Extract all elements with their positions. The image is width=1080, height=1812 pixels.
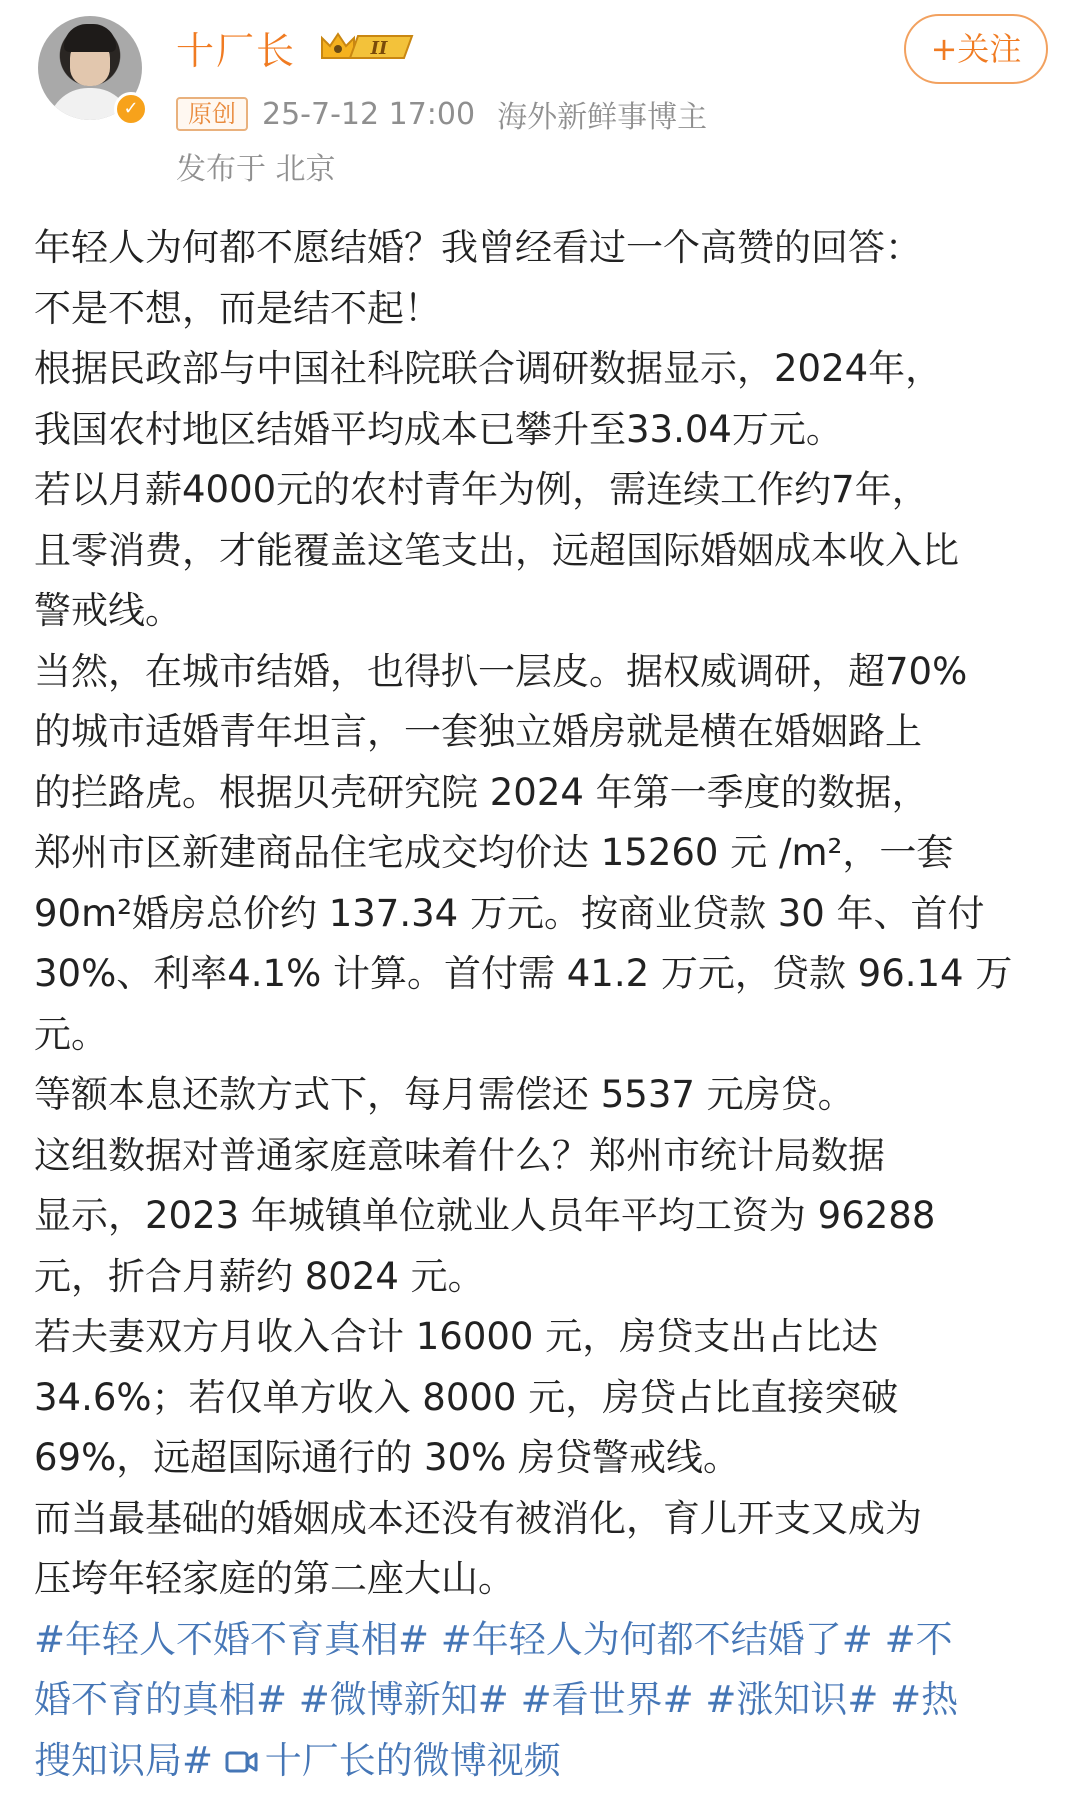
body-line: 元。 [34,1012,108,1056]
body-line: 年轻人为何都不愿结婚？我曾经看过一个高赞的回答： [34,226,922,269]
body-line: 等额本息还款方式下，每月需偿还 5537 元房贷。 [34,1073,855,1116]
body-line: 90m²婚房总价约 137.34 万元。按商业贷款 30 年、首付 [34,891,985,935]
body-line: 且零消费，才能覆盖这笔支出，远超国际婚姻成本收入比 [34,528,959,572]
video-camera-icon [225,1747,259,1777]
post-timestamp: 25-7-12 17:00 [262,96,476,132]
topic-link[interactable]: #年轻人为何都不结婚了# [440,1617,873,1661]
topics-line-2 [34,1670,1052,1731]
post-meta [176,94,707,134]
vip-level-label: II [370,38,388,59]
body-line: 显示，2023 年城镇单位就业人员年平均工资为 96288 [34,1194,936,1237]
body-line: 元，折合月薪约 8024 元。 [34,1254,485,1298]
body-line: 30%、利率4.1% 计算。首付需 41.2 万元，贷款 96.14 万 [34,952,1013,995]
author-avatar[interactable] [38,16,146,124]
video-link[interactable] [225,1739,561,1782]
video-link-label: 十厂长的微博视频 [264,1738,561,1782]
post-header [0,0,1080,190]
topic-link[interactable]: #微博新知# [298,1678,509,1721]
author-name[interactable]: 十厂长 [176,29,297,73]
topic-link[interactable]: 婚不育的真相# [34,1678,288,1721]
author-role[interactable]: 海外新鲜事博主 [497,100,708,135]
topic-link[interactable]: #年轻人不婚不育真相# [34,1617,430,1661]
body-line: 压垮年轻家庭的第二座大山。 [34,1557,515,1600]
body-line: 当然，在城市结婚，也得扒一层皮。据权威调研，超70% [34,649,968,693]
body-line: 我国农村地区结婚平均成本已攀升至33.04万元。 [34,407,843,451]
body-line: 郑州市区新建商品住宅成交均价达 15260 元 /m²，一套 [34,831,954,874]
post-body [34,218,1052,1791]
body-line: 的城市适婚青年坦言，一套独立婚房就是横在婚姻路上 [34,710,922,753]
follow-button[interactable]: +关注 [904,14,1048,84]
body-line: 这组数据对普通家庭意味着什么？郑州市统计局数据 [34,1133,885,1177]
body-line: 34.6%；若仅单方收入 8000 元，房贷占比直接突破 [34,1375,899,1419]
body-line: 若夫妻双方月收入合计 16000 元，房贷支出占比达 [34,1315,879,1358]
topics-line-1 [34,1610,1052,1671]
topic-link[interactable]: #不 [884,1617,953,1661]
vip-level-icon [318,28,418,66]
topic-link[interactable]: #看世界# [520,1678,694,1721]
original-tag: 原创 [176,97,248,131]
post-location: 发布于 北京 [176,152,336,187]
body-line: 警戒线。 [34,589,182,632]
topics-line-3 [34,1731,1052,1792]
body-line: 的拦路虎。根据贝壳研究院 2024 年第一季度的数据， [34,770,929,814]
body-line: 不是不想，而是结不起！ [34,286,441,330]
body-line: 若以月薪4000元的农村青年为例，需连续工作约7年， [34,468,929,511]
topic-link[interactable]: #热 [890,1678,959,1721]
verified-badge-icon: ✓ [114,92,148,126]
body-line: 69%，远超国际通行的 30% 房贷警戒线。 [34,1436,740,1479]
topic-link[interactable]: #涨知识# [705,1678,879,1721]
topic-link[interactable]: 搜知识局# [34,1738,214,1782]
body-line: 根据民政部与中国社科院联合调研数据显示，2024年， [34,347,943,390]
body-line: 而当最基础的婚姻成本还没有被消化，育儿开支又成为 [34,1496,922,1540]
